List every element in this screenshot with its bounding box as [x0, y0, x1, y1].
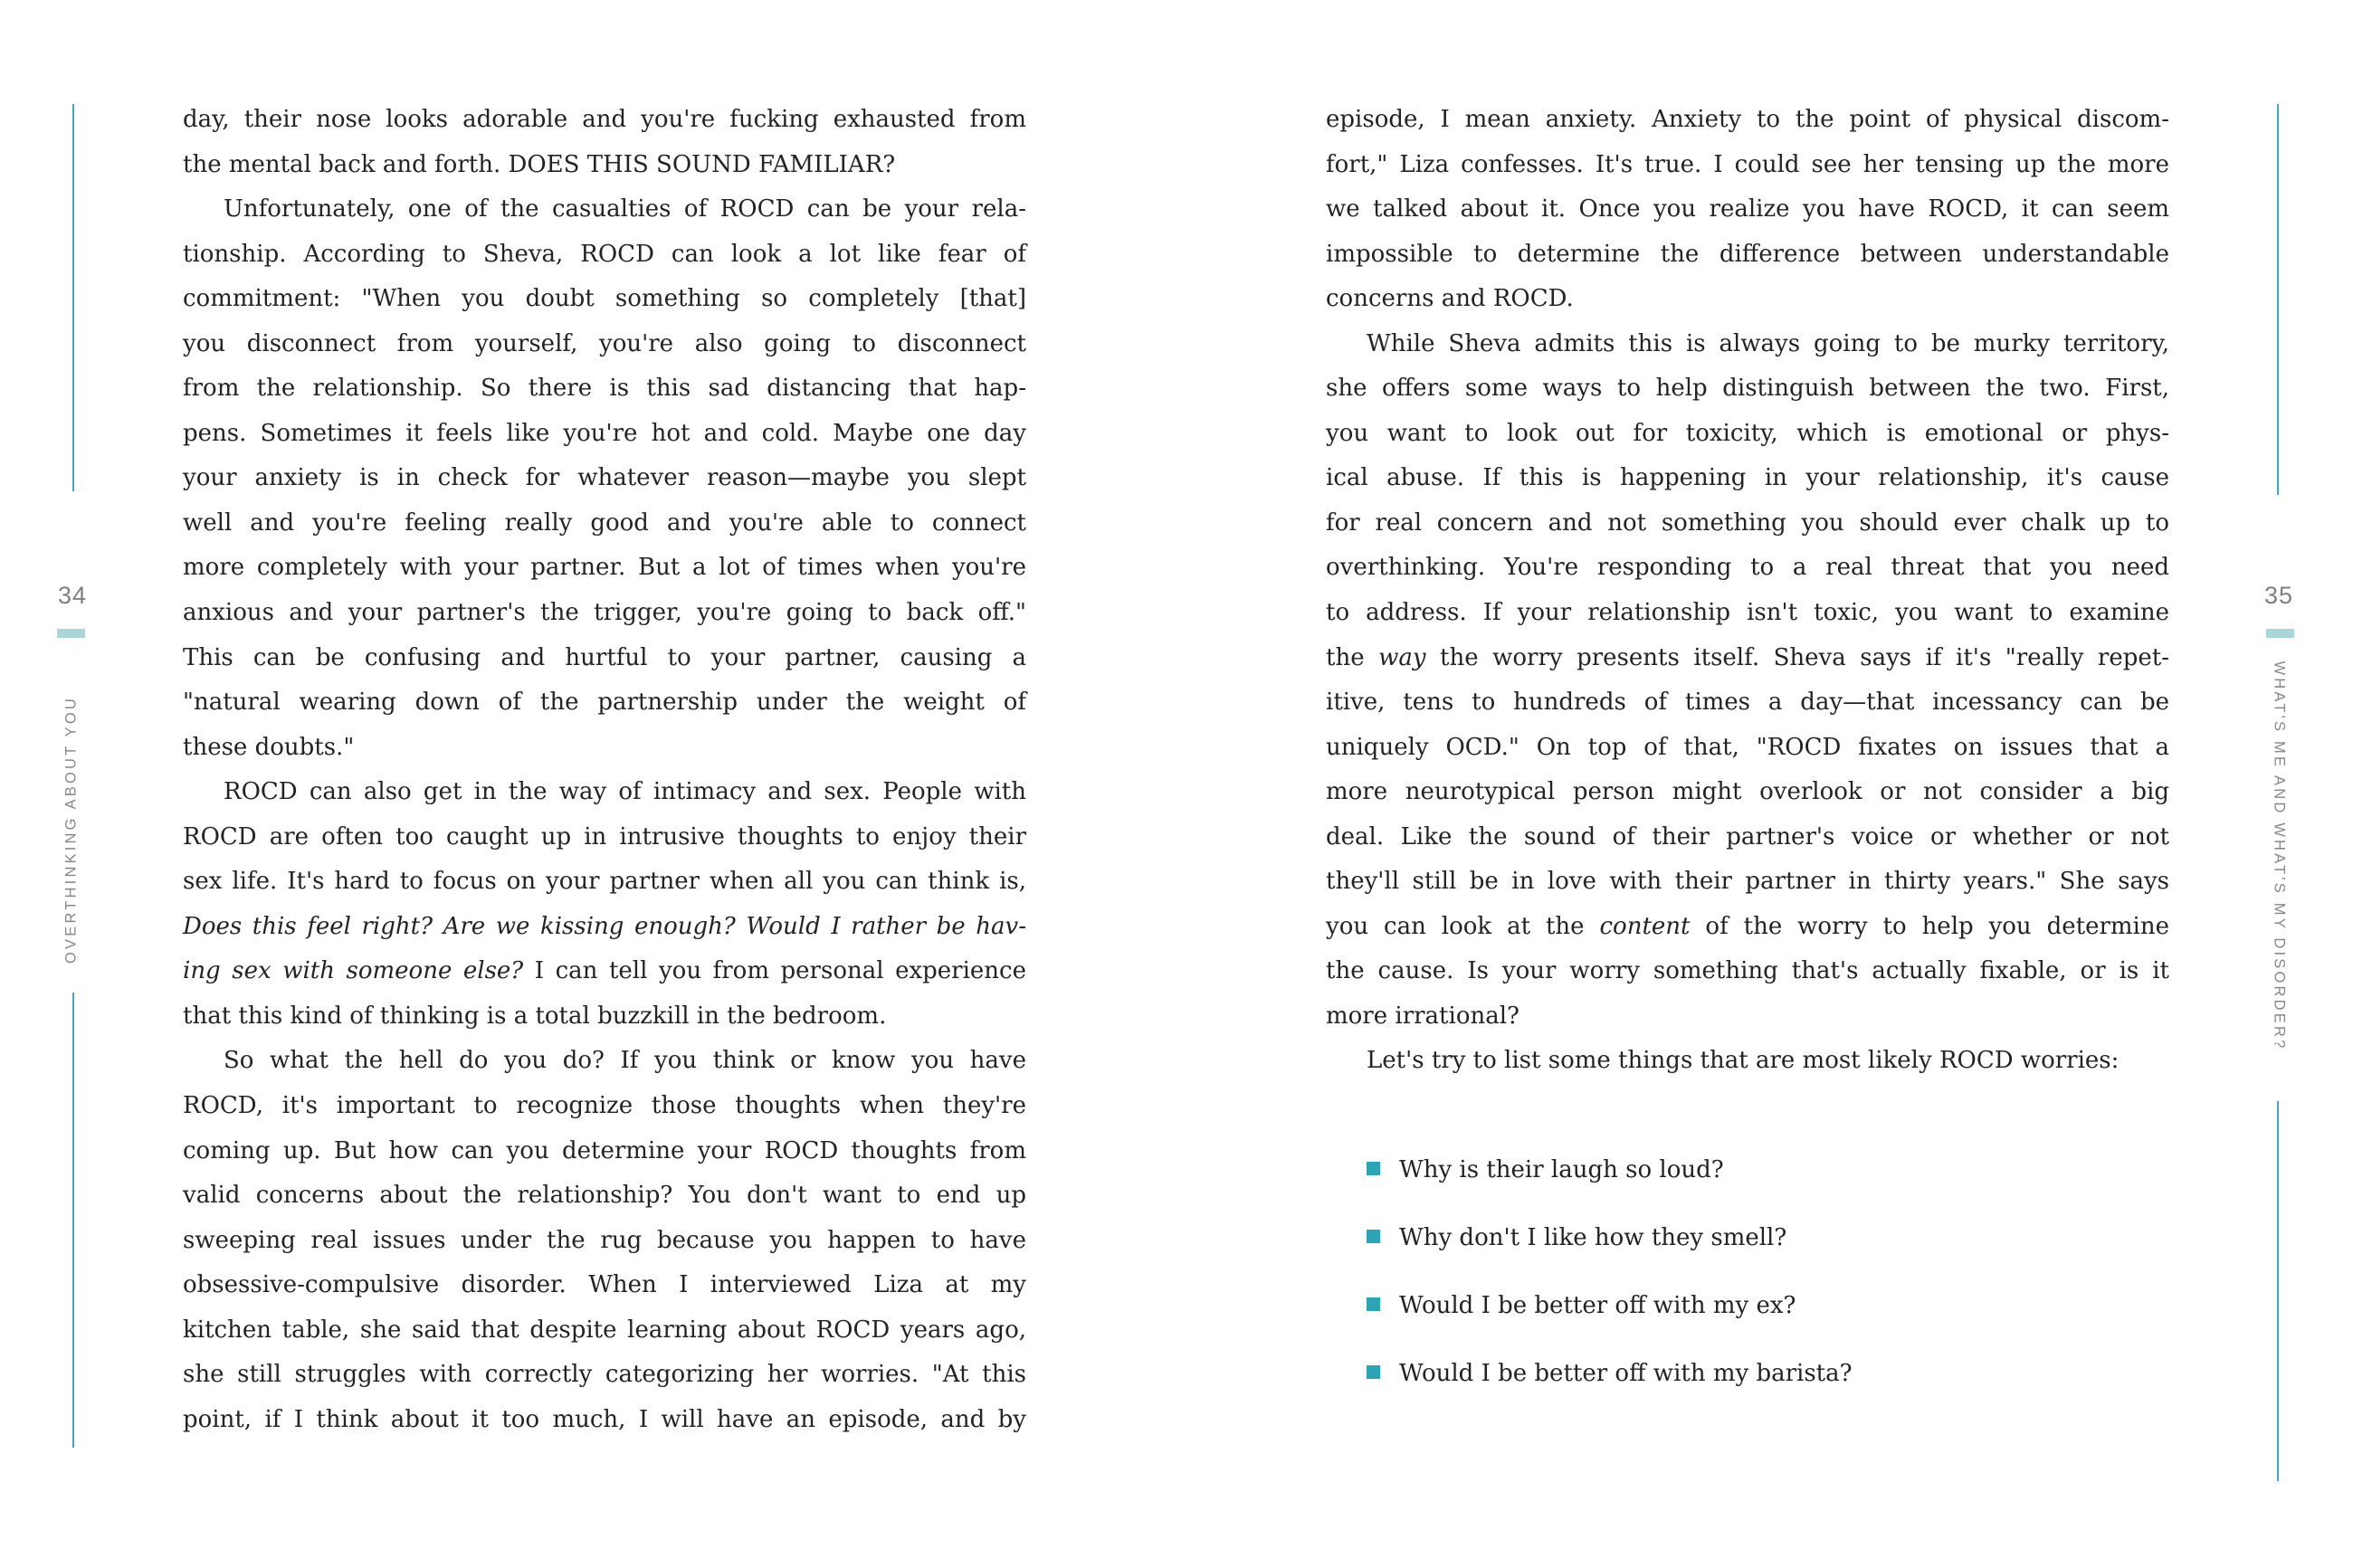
text-line: you want to look out for toxicity, which is emotional or phys- — [1326, 419, 2169, 447]
text-line: we talked about it. Once you realize you have ROCD, it can seem — [1326, 195, 2169, 223]
text-line: impossible to determine the difference between understandable — [1326, 240, 2169, 268]
text-line: Unfortunately, one of the casualties of ROCD can be your rela- — [224, 195, 1026, 223]
text-line: Let's try to list some things that are most likely ROCD worries: — [1367, 1047, 2120, 1075]
text-line: sweeping real issues under the rug because you happen to have — [183, 1226, 1026, 1254]
text-line: to address. If your relationship isn't toxic, you want to examine — [1326, 599, 2169, 627]
text-line: she still struggles with correctly categorizing her worries. "At this — [183, 1361, 1026, 1389]
text-line: While Sheva admits this is always going to be murky territory, — [1367, 329, 2169, 357]
text-line: that this kind of thinking is a total buzzkill in the bedroom. — [183, 1002, 887, 1030]
left-page-number: 34 — [57, 582, 88, 609]
text-line: pens. Sometimes it feels like you're hot and cold. Maybe one day — [183, 419, 1026, 447]
list-item-text: Would I be better off with my ex? — [1399, 1292, 1796, 1319]
text-line: these doubts." — [183, 733, 355, 761]
text-line: tionship. According to Sheva, ROCD can look a lot like fear of — [183, 240, 1026, 268]
right-running-head: WHAT'S ME AND WHAT'S MY DISORDER? — [2271, 660, 2288, 1051]
bullet-square-icon — [1367, 1162, 1380, 1175]
text-line: fort," Liza confesses. It's true. I could see her tensing up the more — [1326, 150, 2169, 178]
text-line: obsessive-compulsive disorder. When I interviewed Liza at my — [183, 1271, 1026, 1299]
list-item-text: Why is their laugh so loud? — [1399, 1156, 1724, 1183]
text-line: "natural wearing down of the partnership under the weight of — [183, 689, 1026, 717]
text-line: for real concern and not something you should ever chalk up to — [1326, 508, 2169, 537]
text-line: concerns and ROCD. — [1326, 285, 1574, 313]
list-item — [1326, 1147, 2169, 1193]
list-item — [1326, 1283, 2169, 1328]
text-line: from the relationship. So there is this sad distancing that hap- — [183, 375, 1026, 403]
text-line: sex life. It's hard to focus on your partner when all you can think is, — [183, 868, 1026, 896]
text-line: kitchen table, she said that despite learning about ROCD years ago, — [183, 1316, 1026, 1344]
text-line: commitment: "When you doubt something so completely [that] — [183, 285, 1026, 313]
bullet-square-icon — [1367, 1297, 1380, 1311]
right-margin-rule-top — [2277, 104, 2279, 495]
text-line: coming up. But how can you determine your ROCD thoughts from — [183, 1136, 1026, 1164]
text-line: ing sex with someone else? I can tell you from personal experience — [183, 957, 1026, 985]
text-line: day, their nose looks adorable and you're fucking exhausted from — [183, 106, 1026, 133]
right-page-text-column — [1326, 98, 2169, 1084]
text-line: ROCD, it's important to recognize those thoughts when they're — [183, 1092, 1026, 1120]
right-margin-dash — [2266, 629, 2294, 638]
text-line: valid concerns about the relationship? You don't want to end up — [183, 1182, 1026, 1210]
text-line: This can be confusing and hurtful to your partner, causing a — [183, 643, 1026, 671]
left-running-head: OVERTHINKING ABOUT YOU — [62, 696, 80, 964]
left-margin-dash — [57, 629, 85, 638]
text-line: ical abuse. If this is happening in your relationship, it's cause — [1326, 464, 2169, 492]
text-line: more completely with your partner. But a lot of times when you're — [183, 554, 1026, 582]
text-line: So what the hell do you do? If you think or know you have — [224, 1047, 1026, 1075]
text-line: uniquely OCD." On top of that, "ROCD fixates on issues that a — [1326, 733, 2169, 761]
bullet-square-icon — [1367, 1365, 1380, 1379]
text-line: well and you're feeling really good and you're able to connect — [183, 508, 1026, 537]
text-line: itive, tens to hundreds of times a day—that incessancy can be — [1326, 689, 2169, 717]
text-line: they'll still be in love with their partner in thirty years." She says — [1326, 868, 2169, 896]
text-line: your anxiety is in check for whatever reason—maybe you slept — [183, 464, 1026, 492]
text-line: Does this feel right? Are we kissing enough? Would I rather be hav- — [183, 912, 1026, 940]
right-page-number: 35 — [2263, 582, 2294, 609]
list-item-text: Why don't I like how they smell? — [1399, 1224, 1787, 1251]
text-line: you can look at the content of the worry to help you determine — [1326, 912, 2170, 940]
bullet-square-icon — [1367, 1230, 1380, 1243]
text-line: ROCD can also get in the way of intimacy and sex. People with — [224, 778, 1026, 806]
text-line: point, if I think about it too much, I will have an episode, and by — [183, 1405, 1026, 1433]
rocd-worries-list — [1326, 1147, 2169, 1419]
list-item — [1326, 1351, 2169, 1396]
text-line: episode, I mean anxiety. Anxiety to the point of physical discom- — [1326, 106, 2169, 133]
list-item-text: Would I be better off with my barista? — [1399, 1360, 1853, 1387]
text-line: the mental back and forth. DOES THIS SOUND FAMILIAR? — [183, 150, 896, 178]
right-margin-rule-bottom — [2277, 1101, 2279, 1481]
text-line: more neurotypical person might overlook or not consider a big — [1326, 778, 2169, 806]
text-line: she offers some ways to help distinguish between the two. First, — [1326, 375, 2169, 403]
text-line: more irrational? — [1326, 1002, 1519, 1030]
left-margin-rule-bottom — [72, 993, 74, 1448]
left-margin-rule-top — [72, 104, 74, 491]
text-line: anxious and your partner's the trigger, you're going to back off." — [183, 599, 1026, 627]
list-item — [1326, 1215, 2169, 1260]
text-line: the way the worry presents itself. Sheva says if it's "really repet- — [1326, 643, 2169, 671]
text-line: deal. Like the sound of their partner's voice or whether or not — [1326, 822, 2169, 851]
left-page-text-column — [183, 98, 1026, 1442]
text-line: you disconnect from yourself, you're also going to disconnect — [183, 329, 1026, 357]
text-line: ROCD are often too caught up in intrusive thoughts to enjoy their — [183, 822, 1026, 851]
text-line: overthinking. You're responding to a real threat that you need — [1326, 554, 2169, 582]
text-line: the cause. Is your worry something that's actually fixable, or is it — [1326, 957, 2169, 985]
